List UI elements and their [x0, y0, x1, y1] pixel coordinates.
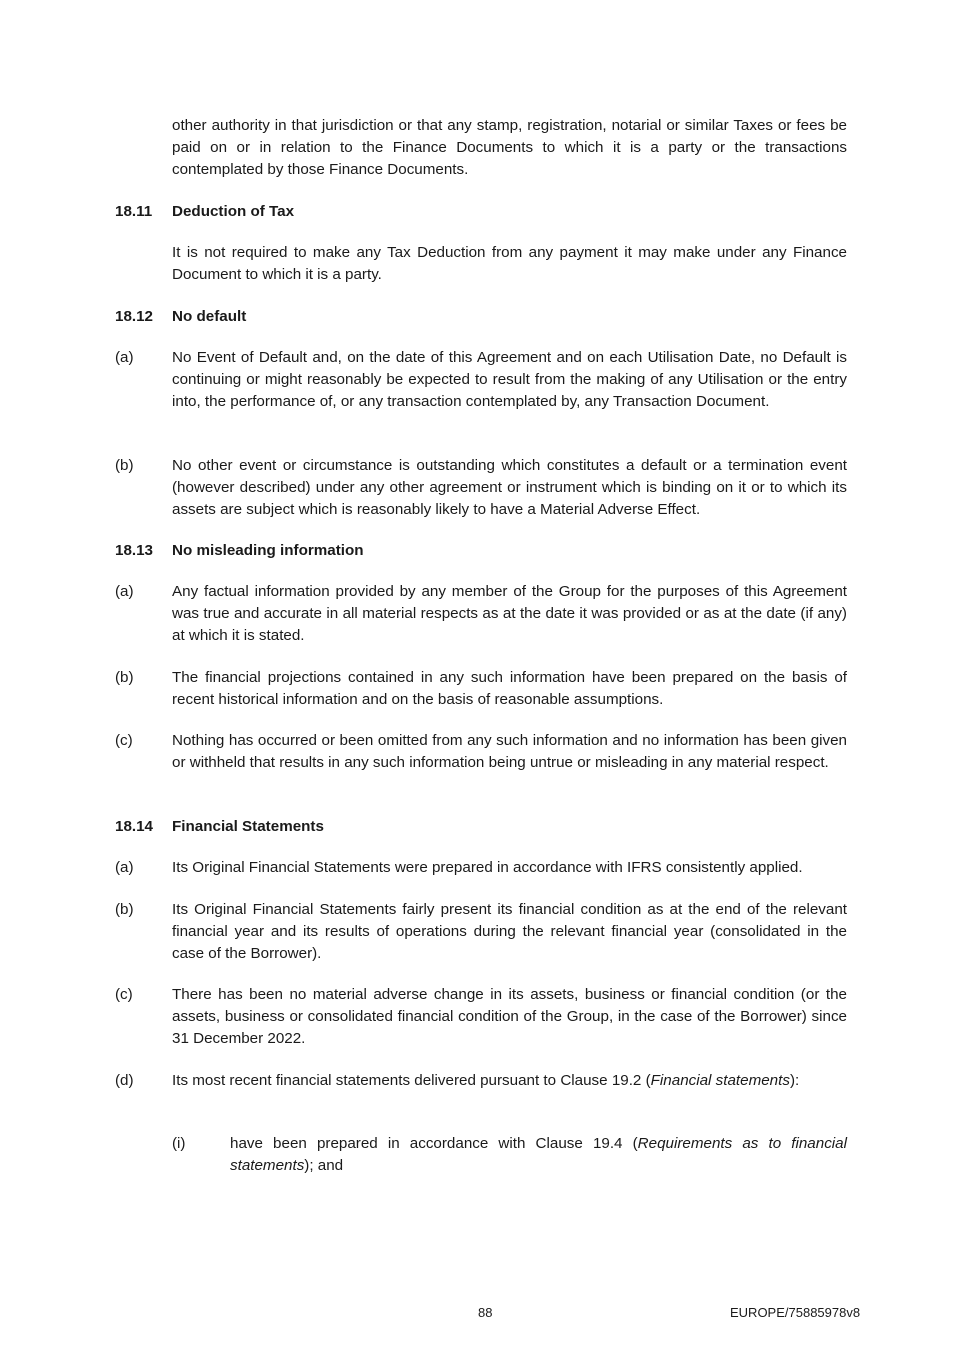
clause-label: (a): [115, 349, 134, 366]
clause-text: Any factual information provided by any member of the Group for the purposes of this Agreement was true and accurate in all material respects as at the date it was provided or as at the date (if any) at which it is stated.: [172, 583, 847, 644]
clause-label: (c): [115, 732, 133, 749]
section-number-18-12: 18.12: [115, 308, 154, 325]
clause-text: Nothing has occurred or been omitted from any such information and no information has been given or withheld that results in any such information being untrue or misleading in any material respect.: [172, 732, 847, 771]
clause-text: There has been no material adverse change in its assets, business or financial condition (or the assets, business or consolidated financial condition of the Group, in the case of the Borrower) since 31 December 2022.: [172, 986, 847, 1047]
clause-label: (c): [115, 986, 133, 1003]
intro-paragraph: other authority in that jurisdiction or that any stamp, registration, notarial or similar Taxes or fees be paid on or in relation to the Finance Documents to which it is a party or the transactions contemplated by those Finance Documents.: [172, 117, 847, 178]
clause-text: Its Original Financial Statements fairly present its financial condition as at the end of the relevant financial year and its results of operations during the relevant financial year (consolidated in the case of the Borrower).: [172, 901, 847, 962]
section-title-deduction-of-tax: Deduction of Tax: [172, 203, 295, 220]
clause-text: No other event or circumstance is outstanding which constitutes a default or a termination event (however described) under any other agreement or instrument which is binding on it or to which its assets are subject which is reasonably likely to have a Material Adverse Effect.: [172, 457, 847, 518]
subclause-label: (i): [172, 1135, 186, 1152]
section-title-no-misleading-information: No misleading information: [172, 542, 364, 559]
page-number: 88: [478, 1305, 493, 1320]
clause-label: (b): [115, 901, 134, 918]
clause-text: Its Original Financial Statements were prepared in accordance with IFRS consistently applied.: [172, 859, 803, 876]
clause-label: (d): [115, 1072, 134, 1089]
subclause-text-italic: Requirements as to financial statements: [230, 1135, 847, 1174]
section-title-financial-statements: Financial Statements: [172, 818, 324, 835]
section-title-no-default: No default: [172, 308, 247, 325]
section-number-18-13: 18.13: [115, 542, 154, 559]
clause-label: (b): [115, 457, 134, 474]
subclause-text: [230, 1133, 847, 1177]
clause-label: (b): [115, 669, 134, 686]
clause-text-italic: Financial statements: [650, 1072, 790, 1089]
subclause-text-part: ); and: [304, 1157, 344, 1174]
section-18-11-body: It is not required to make any Tax Deduction from any payment it may make under any Finance Document to which it is a party.: [172, 244, 847, 283]
clause-label: (a): [115, 583, 134, 600]
clause-text-part: Its most recent financial statements delivered pursuant to Clause 19.2 (: [172, 1072, 651, 1089]
document-reference: EUROPE/75885978v8: [730, 1305, 861, 1320]
subclause-text-part: have been prepared in accordance with Clause 19.4 (: [230, 1135, 638, 1152]
section-number-18-14: 18.14: [115, 818, 154, 835]
clause-text: The financial projections contained in any such information have been prepared on the basis of recent historical information and on the basis of reasonable assumptions.: [172, 669, 847, 708]
clause-text-part: ):: [789, 1072, 800, 1089]
section-number-18-11: 18.11: [115, 203, 153, 220]
clause-text: [172, 1070, 847, 1092]
clause-label: (a): [115, 859, 134, 876]
clause-text: No Event of Default and, on the date of this Agreement and on each Utilisation Date, no Default is continuing or might reasonably be expected to result from the making of any Utilisation or the entry into, the performance of, or any transaction contemplated by, any Transaction Document.: [172, 349, 847, 410]
